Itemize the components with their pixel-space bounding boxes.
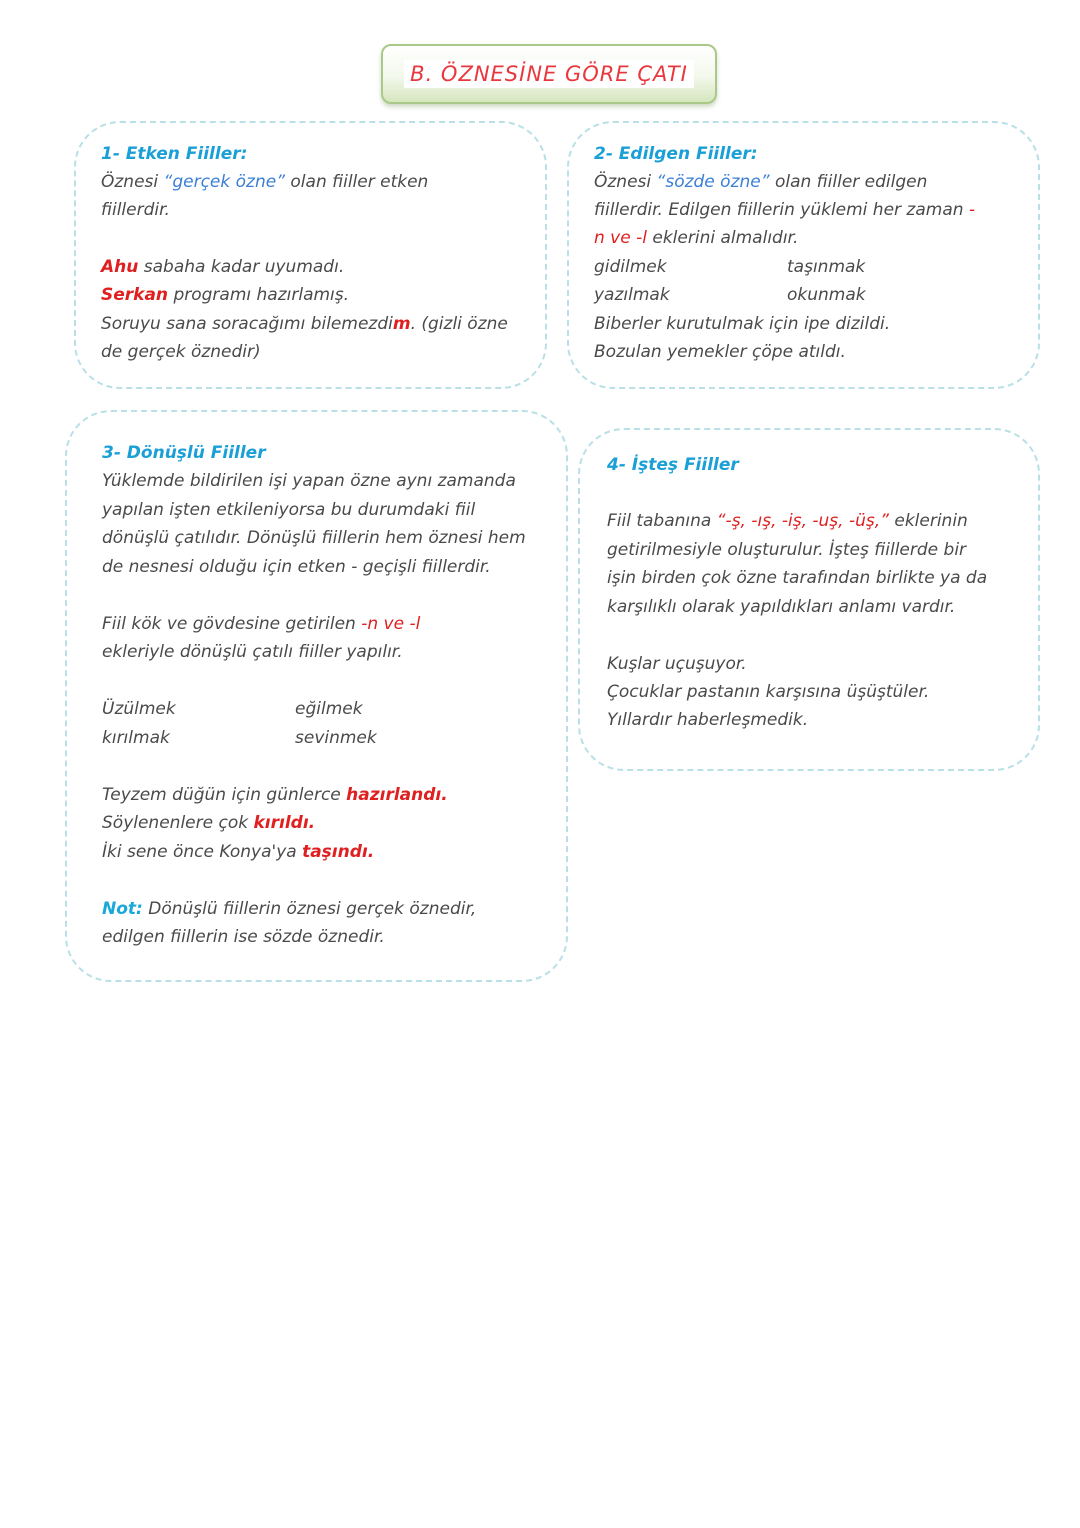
card2-definition-line1: Öznesi “sözde özne” olan fiiller edilgen bbox=[594, 172, 928, 192]
card3-example1: Teyzem düğün için günlerce hazırlandı. bbox=[102, 785, 448, 805]
card2-definition-line2: fiillerdir. Edilgen fiillerin yüklemi her zaman - bbox=[594, 200, 976, 220]
title-banner bbox=[381, 44, 717, 104]
card2-word: okunmak bbox=[787, 285, 866, 305]
card3-word: sevinmek bbox=[295, 728, 377, 748]
card2-example2: Bozulan yemekler çöpe atıldı. bbox=[594, 342, 846, 362]
card3-suffix-line2: ekleriyle dönüşlü çatılı fiiller yapılır. bbox=[102, 642, 403, 662]
card1-example3-cont: de gerçek öznedir) bbox=[101, 342, 261, 362]
card1-definition-line1: Öznesi “gerçek özne” olan fiiller etken bbox=[101, 172, 429, 192]
page-title: B. ÖZNESİNE GÖRE ÇATI bbox=[404, 60, 694, 88]
card1-heading: 1- Etken Fiiller: bbox=[101, 144, 248, 164]
card3-word: Üzülmek bbox=[102, 699, 176, 719]
card1-definition-line2: fiillerdir. bbox=[101, 200, 170, 220]
card3-word: kırılmak bbox=[102, 728, 170, 748]
card-donuslu-fiiller bbox=[65, 410, 568, 982]
card3-heading: 3- Dönüşlü Fiiller bbox=[102, 443, 266, 463]
card1-example1: Ahu sabaha kadar uyumadı. bbox=[101, 257, 345, 277]
card3-example3: İki sene önce Konya'ya taşındı. bbox=[102, 842, 375, 862]
card4-example: Çocuklar pastanın karşısına üşüştüler. bbox=[607, 682, 930, 702]
card4-suffix-line: Fiil tabanına “-ş, -ış, -iş, -uş, -üş,” eklerinin bbox=[607, 511, 968, 531]
card3-note-line2: edilgen fiillerin ise sözde öznedir. bbox=[102, 927, 385, 947]
card2-example1: Biberler kurutulmak için ipe dizildi. bbox=[594, 314, 891, 334]
card4-paragraph-line: karşılıklı olarak yapıldıkları anlamı vardır. bbox=[607, 597, 956, 617]
card4-heading: 4- İşteş Fiiller bbox=[607, 455, 739, 475]
card2-word: yazılmak bbox=[594, 285, 670, 305]
card2-definition-line3: n ve -l eklerini almalıdır. bbox=[594, 228, 799, 248]
card3-paragraph-line: Yüklemde bildirilen işi yapan özne aynı zamanda bbox=[102, 471, 516, 491]
card4-example: Yıllardır haberleşmedik. bbox=[607, 710, 809, 730]
card3-paragraph-line: dönüşlü çatılıdır. Dönüşlü fiillerin hem öznesi hem bbox=[102, 528, 526, 548]
card3-note-line1: Not: Dönüşlü fiillerin öznesi gerçek öznedir, bbox=[102, 899, 477, 919]
card4-example: Kuşlar uçuşuyor. bbox=[607, 654, 747, 674]
card1-example2: Serkan programı hazırlamış. bbox=[101, 285, 350, 305]
card4-paragraph-line: işin birden çok özne tarafından birlikte ya da bbox=[607, 568, 988, 588]
card3-word: eğilmek bbox=[295, 699, 363, 719]
card1-example3: Soruyu sana soracağımı bilemezdim. (gizli özne bbox=[101, 314, 508, 334]
card3-paragraph-line: de nesnesi olduğu için etken - geçişli fiillerdir. bbox=[102, 557, 491, 577]
card3-example2: Söylenenlere çok kırıldı. bbox=[102, 813, 316, 833]
card3-suffix-line1: Fiil kök ve gövdesine getirilen -n ve -l bbox=[102, 614, 421, 634]
card2-heading: 2- Edilgen Fiiller: bbox=[594, 144, 758, 164]
card2-word: taşınmak bbox=[787, 257, 866, 277]
card2-word: gidilmek bbox=[594, 257, 667, 277]
card3-paragraph-line: yapılan işten etkileniyorsa bu durumdaki fiil bbox=[102, 500, 476, 520]
card4-paragraph-line: getirilmesiyle oluşturulur. İşteş fiillerde bir bbox=[607, 540, 967, 560]
